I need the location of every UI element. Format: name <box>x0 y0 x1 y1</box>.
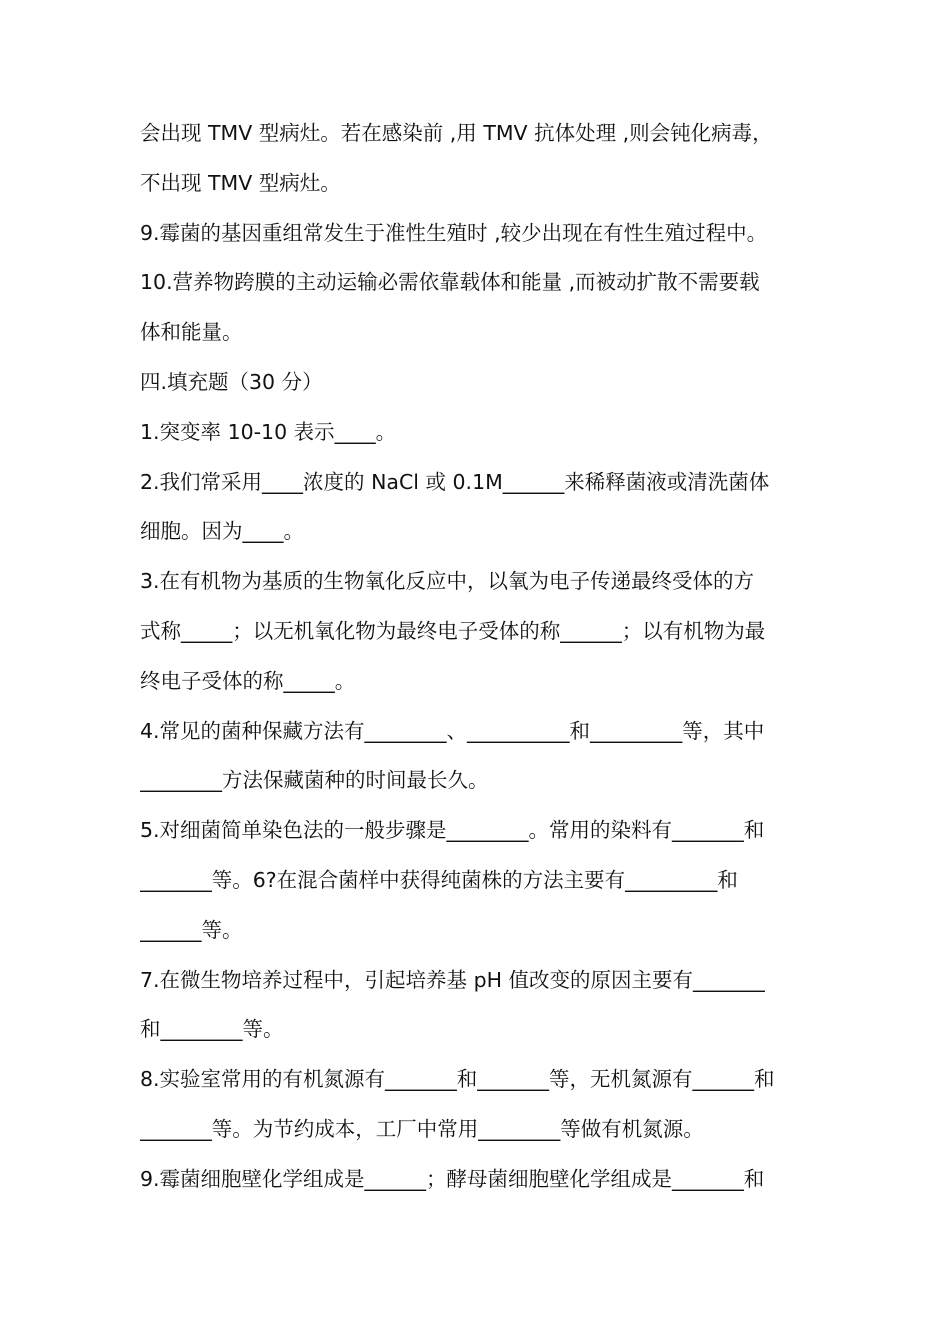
text-line: 细胞。因为____。 <box>140 519 304 544</box>
text-line: 7.在微生物培养过程中，引起培养基 pH 值改变的原因主要有_______ <box>140 967 765 992</box>
text-line: 终电子受体的称_____。 <box>140 668 356 693</box>
text-line: 8.实验室常用的有机氮源有_______和_______等，无机氮源有______和 <box>140 1067 775 1092</box>
text-line: _______等。6?在混合菌样中获得纯菌株的方法主要有_________和 <box>140 867 738 892</box>
text-line: ________方法保藏菌种的时间最长久。 <box>140 768 489 793</box>
text-line: _______等。为节约成本，工厂中常用________等做有机氮源。 <box>140 1116 704 1141</box>
text-line: 不出现 TMV 型病灶。 <box>140 170 341 195</box>
text-line: 体和能量。 <box>140 320 243 345</box>
document-body <box>140 109 830 1205</box>
text-line: 5.对细菌简单染色法的一般步骤是________。常用的染料有_______和 <box>140 818 765 843</box>
text-line: 式称_____；以无机氧化物为最终电子受体的称______；以有机物为最 <box>140 618 766 643</box>
section-heading: 四.填充题（30 分） <box>140 369 323 394</box>
text-line: 会出现 TMV 型病灶。若在感染前 ,用 TMV 抗体处理 ,则会钝化病毒， <box>140 121 773 145</box>
text-line: 3.在有机物为基质的生物氧化反应中，以氧为电子传递最终受体的方 <box>140 569 755 594</box>
text-line: 和________等。 <box>140 1017 284 1042</box>
text-line: 4.常见的菌种保藏方法有________、__________和_________等，其中 <box>140 718 765 743</box>
text-line: 1.突变率 10-10 表示____。 <box>140 419 397 444</box>
text-line: 2.我们常采用____浓度的 NaCl 或 0.1M______来稀释菌液或清洗菌体 <box>140 469 770 494</box>
text-line: ______等。 <box>140 917 243 942</box>
text-line: 9.霉菌的基因重组常发生于准性生殖时 ,较少出现在有性生殖过程中。 <box>140 220 768 245</box>
text-line: 9.霉菌细胞壁化学组成是______；酵母菌细胞壁化学组成是_______和 <box>140 1166 765 1191</box>
text-line: 10.营养物跨膜的主动运输必需依靠载体和能量 ,而被动扩散不需要载 <box>140 270 760 295</box>
